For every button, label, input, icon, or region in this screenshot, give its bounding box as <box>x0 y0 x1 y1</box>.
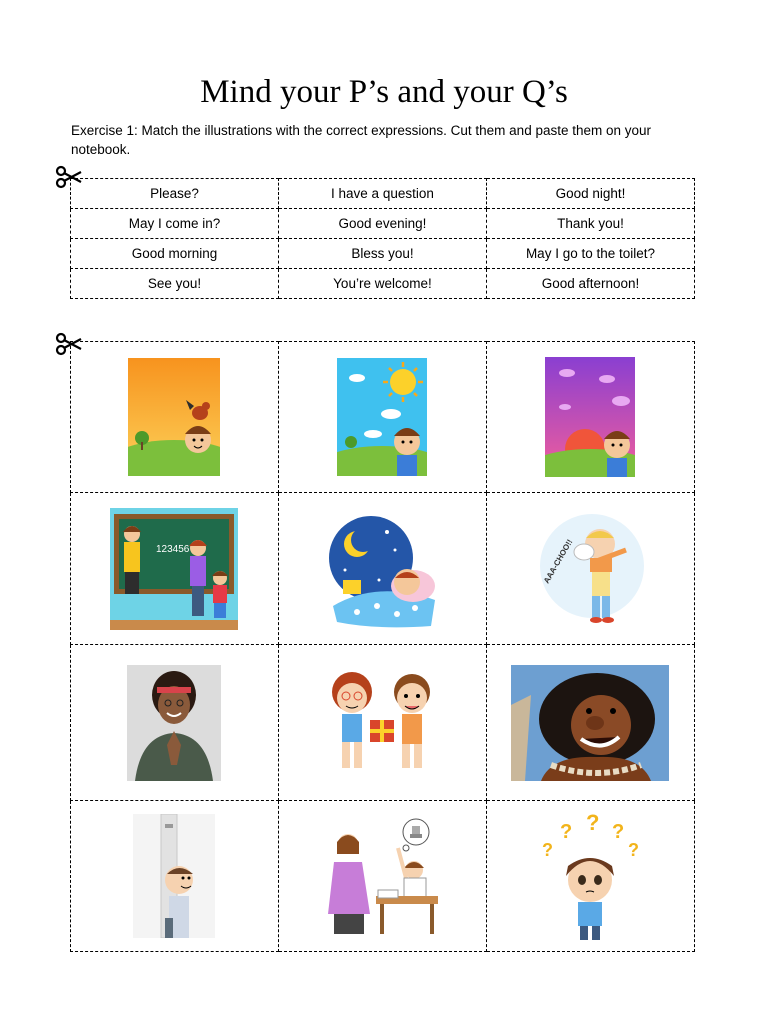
sneeze-text: AAA-CHOO!! <box>542 537 575 585</box>
illustration-cell[interactable] <box>278 493 486 645</box>
good-morning-illustration <box>128 358 220 476</box>
see-you-photo <box>133 814 215 938</box>
expression-cell[interactable]: Thank you! <box>486 209 694 239</box>
expression-cell[interactable]: May I come in? <box>71 209 279 239</box>
illustration-cell[interactable] <box>71 493 279 645</box>
svg-text:?: ? <box>586 810 600 835</box>
good-night-illustration <box>327 510 437 628</box>
expression-cell[interactable]: Good evening! <box>278 209 486 239</box>
svg-text:?: ? <box>542 840 554 860</box>
illustration-cell[interactable] <box>71 342 279 493</box>
thank-you-photo <box>127 665 221 781</box>
illustration-cell[interactable] <box>71 645 279 801</box>
expression-cell[interactable]: Please? <box>71 179 279 209</box>
svg-text:?: ? <box>628 840 640 860</box>
maui-photo <box>511 665 669 781</box>
illustration-cell[interactable] <box>486 801 694 952</box>
illustration-cell[interactable] <box>71 801 279 952</box>
illustration-cell[interactable] <box>486 493 694 645</box>
expression-cell[interactable]: Bless you! <box>278 239 486 269</box>
illustrations-table <box>70 341 695 952</box>
good-evening-illustration <box>545 357 635 477</box>
expression-cell[interactable]: May I go to the toilet? <box>486 239 694 269</box>
expressions-table <box>70 178 695 299</box>
may-i-come-in-illustration <box>110 508 238 630</box>
svg-text:?: ? <box>560 821 573 843</box>
good-afternoon-illustration <box>337 358 427 476</box>
illustration-cell[interactable] <box>278 342 486 493</box>
illustration-cell[interactable] <box>486 645 694 801</box>
youre-welcome-illustration <box>316 666 448 780</box>
svg-text:?: ? <box>612 821 625 843</box>
expression-cell[interactable]: Good afternoon! <box>486 269 694 299</box>
exercise-instructions: Exercise 1: Match the illustrations with the correct expressions. Cut them and paste them on your notebook. <box>71 123 652 157</box>
chalkboard-numbers: 123456 <box>156 543 190 555</box>
expression-cell[interactable]: You’re welcome! <box>278 269 486 299</box>
page-title: Mind your P’s and your Q’s <box>200 74 568 110</box>
expression-cell[interactable]: I have a question <box>278 179 486 209</box>
i-have-a-question-illustration <box>534 810 646 942</box>
may-i-go-to-the-toilet-illustration <box>326 818 438 934</box>
bless-you-illustration <box>534 510 646 628</box>
illustration-cell[interactable] <box>278 801 486 952</box>
illustration-cell[interactable] <box>486 342 694 493</box>
expression-cell[interactable]: Good night! <box>486 179 694 209</box>
expression-cell[interactable]: See you! <box>71 269 279 299</box>
illustration-cell[interactable] <box>278 645 486 801</box>
expression-cell[interactable]: Good morning <box>71 239 279 269</box>
